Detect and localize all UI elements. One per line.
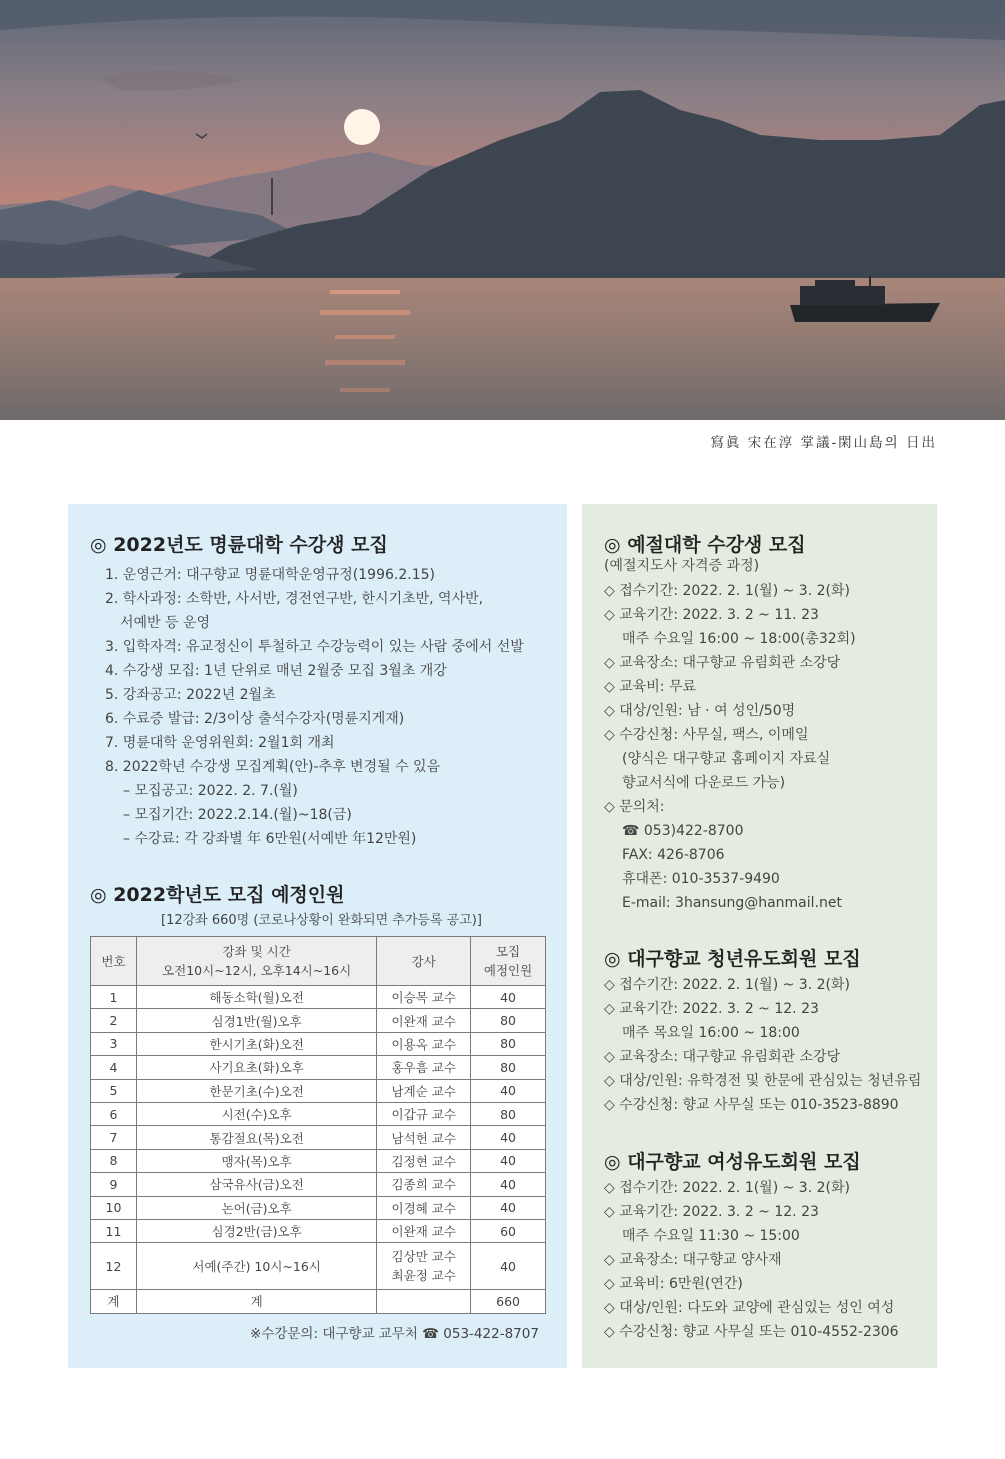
- cell-teacher: [377, 1290, 471, 1313]
- left-panel: [68, 504, 567, 1368]
- list-item: (예절지도사 자격증 과정): [604, 558, 760, 574]
- list-item: – 모집공고: 2022. 2. 7.(월): [123, 783, 298, 799]
- list-item: ◇ 접수기간: 2022. 2. 1(월) ~ 3. 2(화): [604, 977, 850, 993]
- cell-no: 4: [91, 1056, 137, 1079]
- list-item: ◇ 접수기간: 2022. 2. 1(월) ~ 3. 2(화): [604, 1180, 850, 1196]
- list-item: 6. 수료증 발급: 2/3이상 출석수강자(명륜지게재): [105, 711, 405, 727]
- cell-no: 2: [91, 1009, 137, 1032]
- header-teacher: 강사: [377, 937, 471, 986]
- cell-teacher: 이경혜 교수: [377, 1196, 471, 1219]
- table-row: [91, 1032, 546, 1055]
- cell-teacher: 이갑규 교수: [377, 1102, 471, 1125]
- cell-no: 11: [91, 1219, 137, 1242]
- table-row: [91, 1079, 546, 1102]
- cell-count: 660: [471, 1290, 546, 1313]
- list-item: – 모집기간: 2022.2.14.(월)~18(금): [123, 807, 352, 823]
- cell-teacher: 홍우흠 교수: [377, 1056, 471, 1079]
- cell-no: 8: [91, 1149, 137, 1172]
- cell-course: 계: [136, 1290, 376, 1313]
- list-item: 2. 학사과정: 소학반, 사서반, 경전연구반, 한시기초반, 역사반,: [105, 591, 484, 607]
- list-item: ☎ 053)422-8700: [622, 823, 744, 839]
- cell-no: 5: [91, 1079, 137, 1102]
- header-no: 번호: [91, 937, 137, 986]
- cell-no: 6: [91, 1102, 137, 1125]
- cell-teacher: 김종희 교수: [377, 1173, 471, 1196]
- right-panel: [582, 504, 937, 1368]
- cell-teacher: 이완재 교수: [377, 1219, 471, 1242]
- list-item: 매주 목요일 16:00 ~ 18:00: [622, 1025, 800, 1041]
- list-item: 7. 명륜대학 운영위원회: 2월1회 개최: [105, 735, 335, 751]
- cell-count: 40: [471, 1196, 546, 1219]
- cell-course: 맹자(목)오후: [136, 1149, 376, 1172]
- table-row: [91, 1102, 546, 1125]
- list-item: 휴대폰: 010-3537-9490: [622, 871, 780, 887]
- cell-course: 논어(금)오후: [136, 1196, 376, 1219]
- header-course-line2: 오전10시~12시, 오후14시~16시: [162, 963, 352, 978]
- list-item: ◇ 교육기간: 2022. 3. 2 ~ 12. 23: [604, 1001, 819, 1017]
- table-row: [91, 986, 546, 1009]
- cell-course: 심경1반(월)오후: [136, 1009, 376, 1032]
- list-item: 4. 수강생 모집: 1년 단위로 매년 2월중 모집 3월초 개강: [105, 663, 447, 679]
- list-item: FAX: 426-8706: [622, 847, 725, 863]
- table-row: [91, 1056, 546, 1079]
- list-item: ◇ 대상/인원: 유학경전 및 한문에 관심있는 청년유림: [604, 1073, 922, 1089]
- cell-no: 9: [91, 1173, 137, 1196]
- cell-no: 3: [91, 1032, 137, 1055]
- list-item: – 수강료: 각 강좌별 年 6만원(서예반 年12만원): [123, 831, 417, 847]
- cell-count: 80: [471, 1102, 546, 1125]
- header-course: [136, 937, 376, 986]
- cell-course: 시전(수)오후: [136, 1102, 376, 1125]
- list-item: 매주 수요일 11:30 ~ 15:00: [622, 1228, 800, 1244]
- list-item: ◇ 교육장소: 대구향교 유림회관 소강당: [604, 655, 841, 671]
- enrollment-title: ◎ 2022학년도 모집 예정인원: [90, 884, 345, 906]
- cell-teacher: 이승목 교수: [377, 986, 471, 1009]
- cell-count: 40: [471, 1149, 546, 1172]
- table-row: [91, 1243, 546, 1290]
- header-course-line1: 강좌 및 시간: [222, 944, 291, 959]
- cell-count: 80: [471, 1009, 546, 1032]
- inquiry-note: ※수강문의: 대구향교 교무처 ☎ 053-422-8707: [250, 1326, 539, 1342]
- cell-no: 10: [91, 1196, 137, 1219]
- cell-no: 12: [91, 1243, 137, 1290]
- list-item: ◇ 접수기간: 2022. 2. 1(월) ~ 3. 2(화): [604, 583, 850, 599]
- list-item: ◇ 수강신청: 향교 사무실 또는 010-4552-2306: [604, 1324, 899, 1340]
- course-table: [90, 936, 546, 1314]
- table-row: [91, 1149, 546, 1172]
- list-item: ◇ 교육비: 6만원(연간): [604, 1276, 743, 1292]
- table-row: [91, 1219, 546, 1242]
- list-item: ◇ 교육비: 무료: [604, 679, 697, 695]
- header-count: [471, 937, 546, 986]
- list-item: 서예반 등 운영: [120, 615, 211, 631]
- cell-course: 심경2반(금)오후: [136, 1219, 376, 1242]
- list-item: ◇ 교육장소: 대구향교 양사재: [604, 1252, 782, 1268]
- etiquette-title: ◎ 예절대학 수강생 모집: [604, 534, 806, 556]
- cell-teacher: 이용옥 교수: [377, 1032, 471, 1055]
- list-item: ◇ 대상/인원: 다도와 교양에 관심있는 성인 여성: [604, 1300, 895, 1316]
- sun-icon: [344, 109, 380, 145]
- cell-count: 40: [471, 1243, 546, 1290]
- list-item: ◇ 수강신청: 사무실, 팩스, 이메일: [604, 727, 809, 743]
- cell-course: 사기요초(화)오후: [136, 1056, 376, 1079]
- list-item: ◇ 교육장소: 대구향교 유림회관 소강당: [604, 1049, 841, 1065]
- myeongryun-title: ◎ 2022년도 명륜대학 수강생 모집: [90, 534, 388, 556]
- header-count-line1: 모집: [495, 944, 521, 959]
- list-item: 1. 운영근거: 대구향교 명륜대학운영규정(1996.2.15): [105, 567, 435, 583]
- cell-count: 40: [471, 1079, 546, 1102]
- list-item: E-mail: 3hansung@hanmail.net: [622, 895, 842, 911]
- cell-course: 서예(주간) 10시~16시: [136, 1243, 376, 1290]
- cell-teacher: 남석헌 교수: [377, 1126, 471, 1149]
- cell-teacher: [377, 1243, 471, 1290]
- table-row: [91, 1009, 546, 1032]
- cell-course: 한문기초(수)오전: [136, 1079, 376, 1102]
- cell-teacher: 이완재 교수: [377, 1009, 471, 1032]
- cell-course: 해동소학(월)오전: [136, 986, 376, 1009]
- list-item: ◇ 수강신청: 향교 사무실 또는 010-3523-8890: [604, 1097, 899, 1113]
- cell-course: 통감절요(목)오전: [136, 1126, 376, 1149]
- list-item: 5. 강좌공고: 2022년 2월초: [105, 687, 276, 703]
- list-item: ◇ 대상/인원: 남 · 여 성인/50명: [604, 703, 796, 719]
- list-item: 3. 입학자격: 유교정신이 투철하고 수강능력이 있는 사람 중에서 선발: [105, 639, 524, 655]
- cell-course: 삼국유사(금)오전: [136, 1173, 376, 1196]
- cell-course: 한시기초(화)오전: [136, 1032, 376, 1055]
- header-count-line2: 예정인원: [483, 963, 533, 978]
- list-item: ◇ 교육기간: 2022. 3. 2 ~ 11. 23: [604, 607, 819, 623]
- teacher-line: 최윤정 교수: [391, 1268, 456, 1284]
- cell-count: 40: [471, 1173, 546, 1196]
- cell-count: 40: [471, 1126, 546, 1149]
- women-title: ◎ 대구향교 여성유도회원 모집: [604, 1151, 861, 1173]
- table-row: [91, 1173, 546, 1196]
- photo-caption: 寫眞 宋在淳 掌議-閑山島의 日出: [710, 435, 937, 451]
- list-item: 매주 수요일 16:00 ~ 18:00(총32회): [622, 631, 856, 647]
- list-item: 향교서식에 다운로드 가능): [622, 775, 786, 791]
- table-header-row: [91, 937, 546, 986]
- cell-no: 계: [91, 1290, 137, 1313]
- cell-teacher: 남계순 교수: [377, 1079, 471, 1102]
- cell-count: 60: [471, 1219, 546, 1242]
- cell-no: 1: [91, 986, 137, 1009]
- table-row: [91, 1126, 546, 1149]
- list-item: ◇ 교육기간: 2022. 3. 2 ~ 12. 23: [604, 1204, 819, 1220]
- list-item: ◇ 문의처:: [604, 799, 665, 815]
- youth-title: ◎ 대구향교 청년유도회원 모집: [604, 948, 861, 970]
- list-item: 8. 2022학년 수강생 모집계획(안)-추후 변경될 수 있음: [105, 759, 441, 775]
- list-item: (양식은 대구향교 홈페이지 자료실: [622, 751, 831, 767]
- cell-teacher: 김정현 교수: [377, 1149, 471, 1172]
- cell-count: 80: [471, 1032, 546, 1055]
- cell-count: 80: [471, 1056, 546, 1079]
- sunrise-photo: [0, 0, 1005, 420]
- sunrise-illustration: [0, 0, 1005, 420]
- teacher-line: 김상만 교수: [391, 1249, 456, 1265]
- table-total-row: [91, 1290, 546, 1313]
- enrollment-subtitle: [12강좌 660명 (코로나상황이 완화되면 추가등록 공고)]: [161, 913, 482, 928]
- cell-no: 7: [91, 1126, 137, 1149]
- cell-count: 40: [471, 986, 546, 1009]
- table-row: [91, 1196, 546, 1219]
